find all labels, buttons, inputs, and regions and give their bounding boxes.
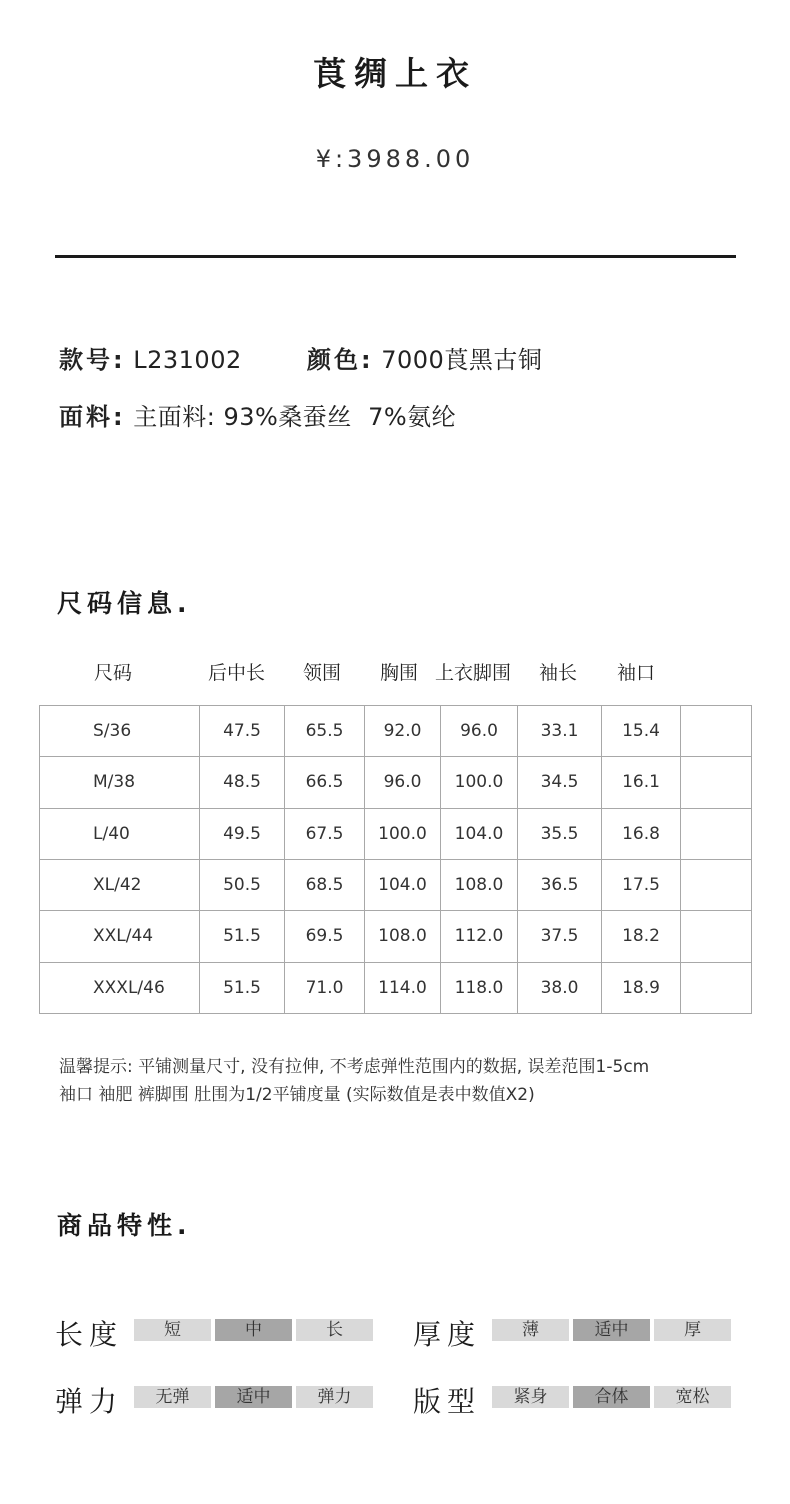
- measurement-cell: 71.0: [285, 962, 365, 1013]
- color-label: 颜色:: [307, 346, 374, 374]
- measurement-cell: 18.9: [602, 962, 681, 1013]
- measurement-cell: 36.5: [518, 859, 602, 910]
- measurement-cell: 100.0: [365, 808, 441, 859]
- thickness-option-moderate: 适中: [573, 1319, 650, 1341]
- measurement-cell: 68.5: [285, 859, 365, 910]
- fit-option-regular: 合体: [573, 1386, 650, 1408]
- measurement-cell: 50.5: [200, 859, 285, 910]
- size-cell: S/36: [40, 706, 200, 757]
- length-option-long: 长: [296, 1319, 373, 1341]
- fit-option-slim: 紧身: [492, 1386, 569, 1408]
- table-row: [40, 757, 752, 808]
- fit-option-loose: 宽松: [654, 1386, 731, 1408]
- measurement-cell: 108.0: [441, 859, 518, 910]
- measurement-cell: 34.5: [518, 757, 602, 808]
- thickness-option-thick: 厚: [654, 1319, 731, 1341]
- measurement-cell: 47.5: [200, 706, 285, 757]
- product-title: 莨绸上衣: [313, 54, 477, 93]
- measurement-cell: 69.5: [285, 911, 365, 962]
- fabric-spec: [59, 397, 456, 432]
- length-label: 长度: [55, 1318, 124, 1351]
- measurement-cell: 37.5: [518, 911, 602, 962]
- measurement-cell: 67.5: [285, 808, 365, 859]
- measurement-cell: [681, 757, 752, 808]
- measurement-cell: 49.5: [200, 808, 285, 859]
- fabric-label: 面料:: [59, 403, 126, 431]
- table-row: [40, 808, 752, 859]
- measurement-cell: 33.1: [518, 706, 602, 757]
- measure-note: 温馨提示: 平铺测量尺寸, 没有拉伸, 不考虑弹性范围内的数据, 误差范围1-5cm: [59, 1057, 650, 1077]
- measurement-cell: 114.0: [365, 962, 441, 1013]
- size-table: [39, 705, 752, 1014]
- table-row: [40, 962, 752, 1013]
- style-number: [59, 340, 242, 375]
- header-sleeve-length: 袖长: [539, 662, 578, 684]
- table-row: [40, 706, 752, 757]
- measurement-cell: 51.5: [200, 962, 285, 1013]
- measurement-cell: 17.5: [602, 859, 681, 910]
- measurement-cell: 51.5: [200, 911, 285, 962]
- size-cell: M/38: [40, 757, 200, 808]
- elasticity-label: 弹力: [55, 1385, 124, 1418]
- measurement-cell: 104.0: [365, 859, 441, 910]
- color-spec: [307, 340, 542, 375]
- header-hem: 上衣脚围: [435, 662, 512, 684]
- measurement-cell: 16.1: [602, 757, 681, 808]
- measurement-cell: 65.5: [285, 706, 365, 757]
- divider: [55, 255, 736, 258]
- measurement-cell: 15.4: [602, 706, 681, 757]
- table-row: [40, 911, 752, 962]
- header-back-length: 后中长: [208, 662, 266, 684]
- measurement-cell: [681, 859, 752, 910]
- fabric-value: 主面料: 93%桑蚕丝 7%氨纶: [133, 403, 457, 431]
- header-chest: 胸围: [380, 662, 419, 684]
- length-option-short: 短: [134, 1319, 211, 1341]
- elasticity-option-none: 无弹: [134, 1386, 211, 1408]
- measurement-cell: 112.0: [441, 911, 518, 962]
- thickness-option-thin: 薄: [492, 1319, 569, 1341]
- header-cuff: 袖口: [617, 662, 656, 684]
- measurement-cell: [681, 911, 752, 962]
- measurement-cell: 35.5: [518, 808, 602, 859]
- measurement-cell: 100.0: [441, 757, 518, 808]
- measurement-cell: 96.0: [441, 706, 518, 757]
- measurement-cell: 92.0: [365, 706, 441, 757]
- measurement-cell: 104.0: [441, 808, 518, 859]
- fit-label: 版型: [413, 1385, 482, 1418]
- size-cell: XXL/44: [40, 911, 200, 962]
- size-cell: L/40: [40, 808, 200, 859]
- style-number-label: 款号:: [59, 346, 126, 374]
- measurement-cell: 118.0: [441, 962, 518, 1013]
- size-section-title: 尺码信息.: [57, 589, 192, 618]
- measurement-cell: 108.0: [365, 911, 441, 962]
- measurement-cell: [681, 808, 752, 859]
- measurement-cell: 16.8: [602, 808, 681, 859]
- size-cell: XL/42: [40, 859, 200, 910]
- measure-note-2: 袖口 袖肥 裤脚围 肚围为1/2平铺度量 (实际数值是表中数值X2): [59, 1085, 535, 1105]
- size-cell: XXXL/46: [40, 962, 200, 1013]
- measurement-cell: 96.0: [365, 757, 441, 808]
- header-size: 尺码: [94, 662, 133, 684]
- measurement-cell: 66.5: [285, 757, 365, 808]
- product-price: ¥:3988.00: [315, 145, 475, 173]
- measurement-cell: 18.2: [602, 911, 681, 962]
- measurement-cell: 38.0: [518, 962, 602, 1013]
- measurement-cell: [681, 962, 752, 1013]
- header-collar: 领围: [303, 662, 342, 684]
- measurement-cell: [681, 706, 752, 757]
- elasticity-option-moderate: 适中: [215, 1386, 292, 1408]
- length-option-medium: 中: [215, 1319, 292, 1341]
- measurement-cell: 48.5: [200, 757, 285, 808]
- thickness-label: 厚度: [413, 1318, 482, 1351]
- features-section-title: 商品特性.: [57, 1211, 192, 1240]
- elasticity-option-stretch: 弹力: [296, 1386, 373, 1408]
- style-number-value: L231002: [133, 346, 242, 374]
- table-row: [40, 859, 752, 910]
- color-value: 7000莨黑古铜: [381, 346, 543, 374]
